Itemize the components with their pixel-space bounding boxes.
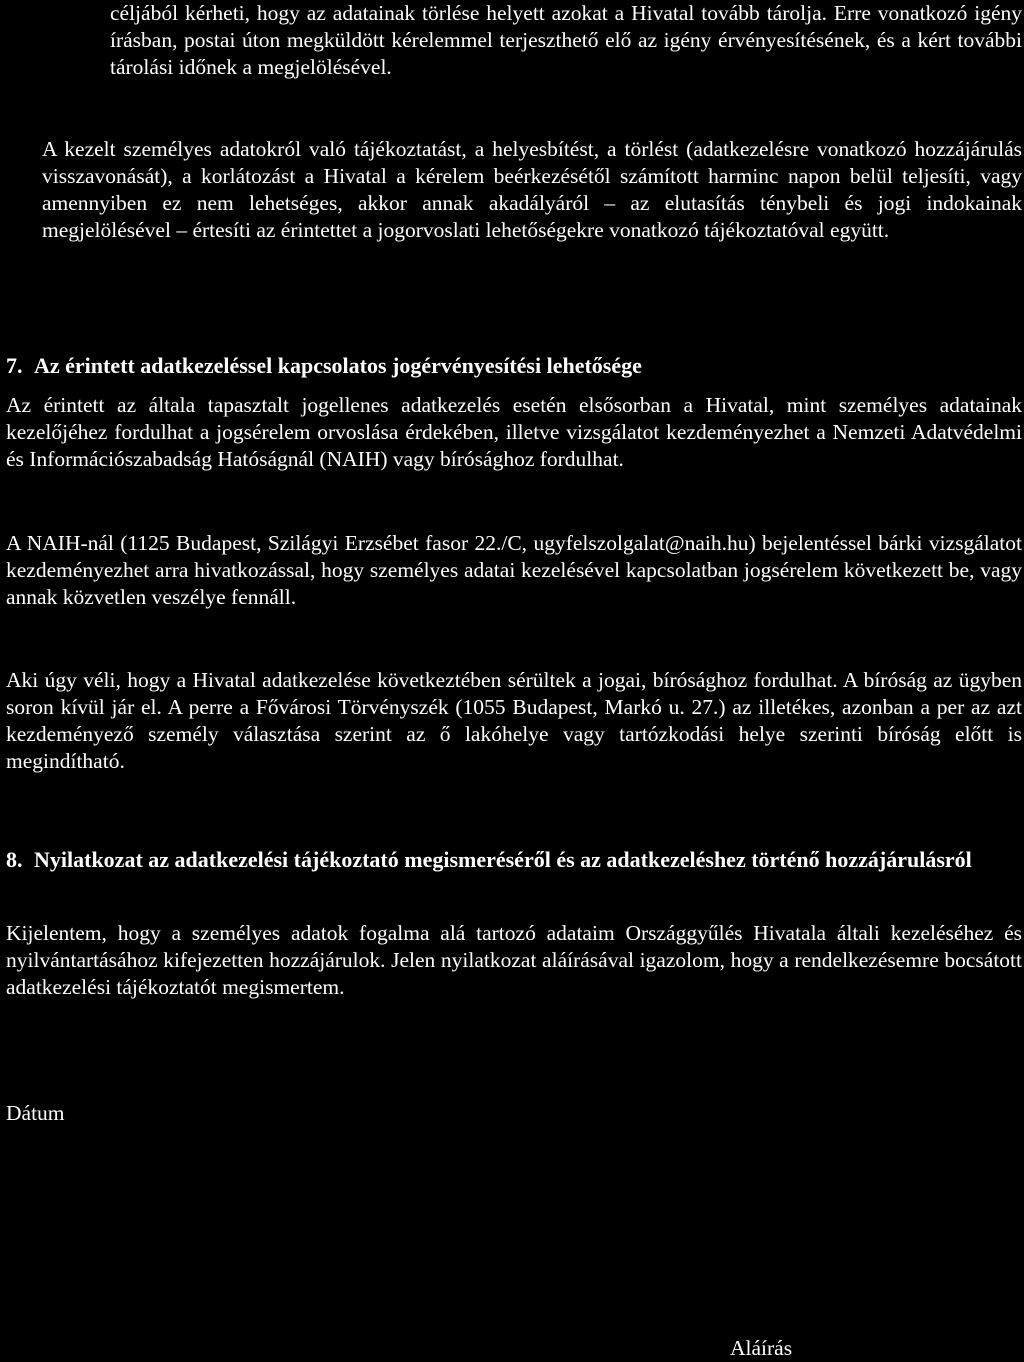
section-8-title: Nyilatkozat az adatkezelési tájékoztató megismeréséről és az adatkezeléshez történő hozzájárulásról: [34, 847, 972, 872]
section-8-heading: [6, 846, 1022, 873]
paragraph-complaint-options: Az érintett az általa tapasztalt jogellenes adatkezelés esetén elsősorban a Hivatal, mint személyes adatainak kezelőjéhez fordulhat a jogsérelem orvoslása érdekében, illetve vizsgálatot kezdeményezhet a Nemzeti Adatvédelmi és Információszabadság Hatóságnál (NAIH) vagy bírósághoz fordulhat.: [6, 393, 1022, 471]
paragraph-retention-request: céljából kérheti, hogy az adatainak törlése helyett azokat a Hivatal tovább tárolja. Erre vonatkozó igény írásban, postai úton megküldött kérelemmel terjeszthető elő az igény érvényesítésének, és a kért további tárolási időnek a megjelölésével.: [110, 1, 1022, 79]
section-7-number: 7.: [6, 353, 23, 378]
date-label: Dátum: [6, 1101, 65, 1125]
section-8-number: 8.: [6, 847, 23, 872]
section-7-title: Az érintett adatkezeléssel kapcsolatos jogérvényesítési lehetősége: [34, 353, 642, 378]
paragraph-naih-report: A NAIH-nál (1125 Budapest, Szilágyi Erzsébet fasor 22./C, ugyfelszolgalat@naih.hu) bejelentéssel bárki vizsgálatot kezdeményezhet arra hivatkozással, hogy személyes adatai kezelésével kapcsolatban jogsérelem következett be, vagy annak közvetlen veszélye fennáll.: [6, 531, 1022, 609]
signature-label: Aláírás: [730, 1336, 793, 1360]
document-page: [6, 0, 1022, 1362]
section-7-heading: [6, 352, 1022, 379]
paragraph-request-handling: A kezelt személyes adatokról való tájékoztatást, a helyesbítést, a törlést (adatkezelésre vonatkozó hozzájárulás visszavonását), a korlátozást a Hivatal a kérelem beérkezésétől számított harminc napon belül teljesíti, vagy amennyiben ez nem lehetséges, akkor annak akadályáról – az elutasítás ténybeli és jogi indokainak megjelölésével – értesíti az érintettet a jogorvoslati lehetőségekre vonatkozó tájékoztatóval együtt.: [42, 137, 1022, 242]
paragraph-consent-statement: Kijelentem, hogy a személyes adatok fogalma alá tartozó adataim Országgyűlés Hivatala általi kezeléséhez és nyilvántartásához kifejezetten hozzájárulok. Jelen nyilatkozat aláírásával igazolom, hogy a rendelkezésemre bocsátott adatkezelési tájékoztatót megismertem.: [6, 921, 1022, 999]
paragraph-court-option: Aki úgy véli, hogy a Hivatal adatkezelése következtében sérültek a jogai, bírósághoz fordulhat. A bíróság az ügyben soron kívül jár el. A perre a Fővárosi Törvényszék (1055 Budapest, Markó u. 27.) az illetékes, azonban a per az azt kezdeményező személy választása szerint az ő lakóhelye vagy tartózkodási helye szerinti bíróság előtt is megindítható.: [6, 668, 1022, 773]
